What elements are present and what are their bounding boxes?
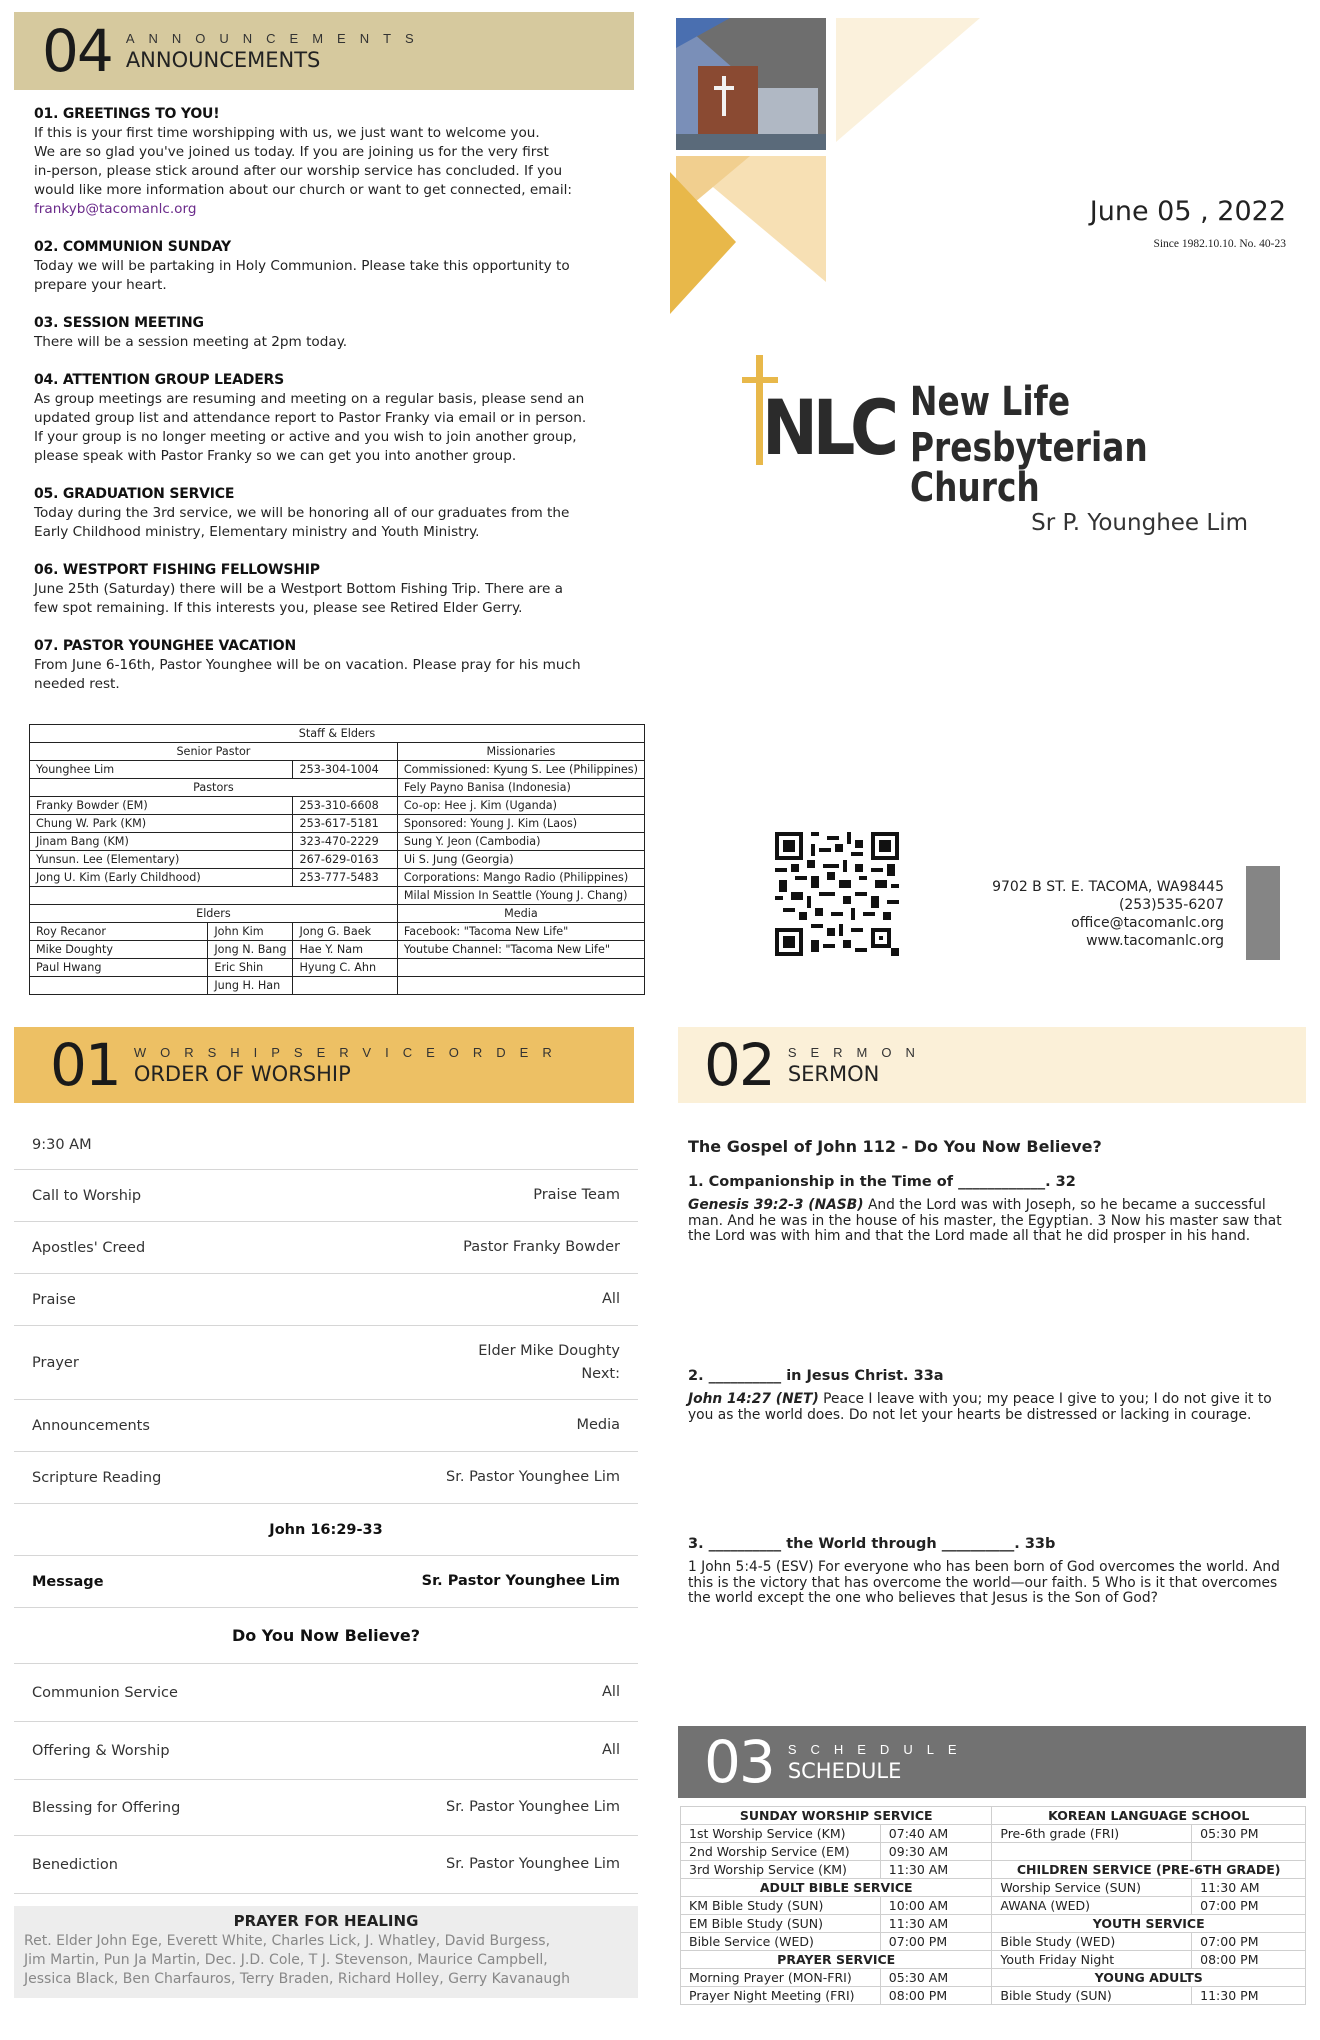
contact-email-link[interactable]: frankyb@tacomanlc.org (34, 201, 197, 217)
worship-leader: All (602, 1742, 620, 1758)
announcement-title: 05. GRADUATION SERVICE (34, 486, 235, 502)
schedule-event: AWANA (WED) (992, 1897, 1192, 1915)
worship-item: Scripture Reading (32, 1469, 162, 1486)
section-title: SERMON (787, 1061, 880, 1086)
schedule-group-header: YOUTH SERVICE (992, 1915, 1306, 1933)
elder-name: John Kim (208, 923, 293, 941)
worship-leader: Media (576, 1417, 620, 1433)
worship-leader: Praise Team (533, 1187, 620, 1203)
schedule-time: 07:00 PM (1192, 1933, 1306, 1951)
announcement-line: Today we will be partaking in Holy Communion. Please take this opportunity to (34, 258, 570, 274)
schedule-time: 08:00 PM (880, 1987, 992, 2005)
schedule-time: 11:30 PM (1192, 1987, 1306, 2005)
table-row (14, 1452, 638, 1504)
missionary-entry: Commissioned: Kyung S. Lee (Philippines) (397, 761, 644, 779)
worship-item: Benediction (32, 1856, 118, 1873)
schedule-group-header: SUNDAY WORSHIP SERVICE (681, 1807, 992, 1825)
table-section-header: Missionaries (397, 743, 644, 761)
media-entry: Youtube Channel: "Tacoma New Life" (397, 941, 644, 959)
worship-header (14, 1027, 634, 1103)
healing-line: Ret. Elder John Ege, Everett White, Charles Lick, J. Whatley, David Burgess, (24, 1933, 551, 1949)
staff-phone: 323-470-2229 (293, 833, 397, 851)
staff-name: Younghee Lim (30, 761, 293, 779)
schedule-event: Worship Service (SUN) (992, 1879, 1192, 1897)
table-row (30, 833, 645, 851)
staff-name: Franky Bowder (EM) (30, 797, 293, 815)
section-number: 01 (50, 1031, 120, 1099)
table-row (30, 905, 645, 923)
staff-phone: 253-310-6608 (293, 797, 397, 815)
table-row (30, 797, 645, 815)
announcement-title: 07. PASTOR YOUNGHEE VACATION (34, 638, 297, 654)
elder-name: Mike Doughty (30, 941, 208, 959)
schedule-time: 11:30 AM (880, 1915, 992, 1933)
table-row (681, 1933, 1306, 1951)
announcement-line: If your group is no longer meeting or active and you wish to join another group, (34, 429, 577, 445)
staff-phone: 253-304-1004 (293, 761, 397, 779)
church-name-line2: Presbyterian Church (910, 425, 1148, 511)
worship-item: Call to Worship (32, 1187, 142, 1204)
schedule-event (992, 1843, 1192, 1861)
worship-leader: All (602, 1291, 620, 1307)
point-heading: 2. __________ in Jesus Christ. 33a (688, 1368, 944, 1384)
schedule-event: Prayer Night Meeting (FRI) (681, 1987, 881, 2005)
media-entry: Facebook: "Tacoma New Life" (397, 923, 644, 941)
worship-item: Communion Service (32, 1684, 178, 1701)
schedule-group-header: CHILDREN SERVICE (PRE-6TH GRADE) (992, 1861, 1306, 1879)
since-issue-number: Since 1982.10.10. No. 40-23 (1153, 238, 1286, 250)
announcement-line: prepare your heart. (34, 277, 167, 293)
worship-leader: Sr. Pastor Younghee Lim (421, 1573, 620, 1589)
table-row (30, 851, 645, 869)
table-row (30, 869, 645, 887)
table-row (30, 761, 645, 779)
announcement-list (34, 105, 624, 694)
staff-phone: 253-777-5483 (293, 869, 397, 887)
elder-name: Jong N. Bang (208, 941, 293, 959)
healing-line: Jessica Black, Ben Charfauros, Terry Braden, Richard Holley, Gerry Kavanaugh (24, 1971, 571, 1987)
healing-names (14, 1932, 638, 1989)
section-spaced-label: SERMON (787, 1044, 929, 1060)
missionary-entry: Sponsored: Young J. Kim (Laos) (397, 815, 644, 833)
schedule-group-header: KOREAN LANGUAGE SCHOOL (992, 1807, 1306, 1825)
worship-item: Praise (32, 1291, 76, 1308)
worship-leader-line: Elder Mike Doughty (478, 1342, 620, 1359)
church-photo (676, 18, 826, 150)
table-row (681, 1987, 1306, 2005)
table-row (30, 779, 645, 797)
prayer-for-healing-box (14, 1906, 638, 1998)
announcement-line: Today during the 3rd service, we will be honoring all of our graduates from the (34, 505, 570, 521)
sermon-point (688, 1368, 1288, 1423)
table-row (30, 977, 645, 995)
verse-reference: John 14:27 (NET) (688, 1391, 819, 1407)
pale-triangle (836, 18, 980, 142)
schedule-event: Morning Prayer (MON-FRI) (681, 1969, 881, 1987)
staff-name: Yunsun. Lee (Elementary) (30, 851, 293, 869)
announcement-line: needed rest. (34, 676, 120, 692)
announcement-title: 02. COMMUNION SUNDAY (34, 239, 231, 255)
table-row (681, 1807, 1306, 1825)
point-heading: 1. Companionship in the Time of ____________. 32 (688, 1174, 1076, 1190)
schedule-event: 2nd Worship Service (EM) (681, 1843, 881, 1861)
elder-name (293, 977, 397, 995)
section-number: 03 (704, 1728, 774, 1796)
schedule-event: Bible Service (WED) (681, 1933, 881, 1951)
point-verse (688, 1392, 1288, 1423)
table-row (681, 1861, 1306, 1879)
announcement-line: June 25th (Saturday) there will be a Westport Bottom Fishing Trip. There are a (34, 581, 563, 597)
table-row (30, 941, 645, 959)
table-row (14, 1780, 638, 1836)
worship-leader-line: Next: (581, 1365, 620, 1382)
table-row (681, 1969, 1306, 1987)
schedule-group-header: ADULT BIBLE SERVICE (681, 1879, 992, 1897)
worship-item: Apostles' Creed (32, 1239, 146, 1256)
missionary-entry: Co-op: Hee j. Kim (Uganda) (397, 797, 644, 815)
announcement-line: please speak with Pastor Franky so we can get you into another group. (34, 448, 517, 464)
table-row (681, 1843, 1306, 1861)
announcement-title: 01. GREETINGS TO YOU! (34, 106, 220, 122)
table-section-header: Elders (30, 905, 398, 923)
church-phone[interactable]: (253)535-6207 (1118, 897, 1224, 913)
staff-name: Jong U. Kim (Early Childhood) (30, 869, 293, 887)
staff-name: Chung W. Park (KM) (30, 815, 293, 833)
healing-line: Jim Martin, Pun Ja Martin, Dec. J.D. Cole, T J. Stevenson, Maurice Campbell, (24, 1952, 548, 1968)
table-row (681, 1897, 1306, 1915)
section-title: ORDER OF WORSHIP (133, 1061, 351, 1086)
schedule-time: 07:40 AM (880, 1825, 992, 1843)
announcement-item (34, 371, 624, 466)
worship-item: Announcements (32, 1417, 150, 1434)
worship-leader: Sr. Pastor Younghee Lim (446, 1469, 620, 1485)
table-row (681, 1915, 1306, 1933)
schedule-time: 10:00 AM (880, 1897, 992, 1915)
schedule-time: 07:00 PM (1192, 1897, 1306, 1915)
table-row (14, 1556, 638, 1608)
table-row (681, 1951, 1306, 1969)
worship-leader (478, 1340, 620, 1386)
verse-text: And the Lord was with Joseph, so he became a successful man. And he was in the house of his master, the Egyptian. 3 Now his master saw that the Lord was with him and that the Lord made all that he did prosper in his hand. (688, 1197, 1282, 1244)
table-row (30, 923, 645, 941)
elder-name: Jung H. Han (208, 977, 293, 995)
announcement-line: If this is your first time worshipping with us, we just want to welcome you. (34, 125, 540, 141)
gray-accent-bar (1246, 866, 1280, 960)
worship-item: Offering & Worship (32, 1742, 170, 1759)
table-row (14, 1836, 638, 1894)
schedule-table (680, 1806, 1306, 2005)
table-row (14, 1400, 638, 1452)
announcement-line: in-person, please stick around after our worship service has concluded. If you (34, 163, 563, 179)
sermon-point (688, 1536, 1288, 1607)
staff-elders-table (29, 724, 645, 995)
qr-code-icon[interactable] (775, 832, 899, 956)
table-section-header: Senior Pastor (30, 743, 398, 761)
scripture-reference: John 16:29-33 (269, 1521, 383, 1538)
sermon-header (678, 1027, 1306, 1103)
table-row (681, 1879, 1306, 1897)
staff-phone: 267-629-0163 (293, 851, 397, 869)
elder-name: Roy Recanor (30, 923, 208, 941)
table-row (30, 887, 645, 905)
schedule-time: 07:00 PM (880, 1933, 992, 1951)
church-website-link[interactable]: www.tacomanlc.org (1086, 933, 1224, 949)
section-spaced-label: SCHEDULE (787, 1741, 971, 1757)
church-email-link[interactable]: office@tacomanlc.org (1071, 915, 1224, 931)
schedule-event: Bible Study (SUN) (992, 1987, 1192, 2005)
worship-leader: Sr. Pastor Younghee Lim (446, 1799, 620, 1815)
table-row (14, 1664, 638, 1722)
verse-reference: Genesis 39:2-3 (NASB) (688, 1197, 864, 1213)
schedule-event: 3rd Worship Service (KM) (681, 1861, 881, 1879)
schedule-time: 11:30 AM (1192, 1879, 1306, 1897)
senior-pastor-name: Sr P. Younghee Lim (1031, 510, 1248, 536)
table-row (30, 959, 645, 977)
church-name-line1: New Life (910, 379, 1071, 425)
announcement-line: We are so glad you've joined us today. If you are joining us for the very first (34, 144, 549, 160)
service-time: 9:30 AM (32, 1136, 92, 1153)
point-verse (688, 1560, 1288, 1607)
sermon-title-row (14, 1608, 638, 1664)
table-row (14, 1222, 638, 1274)
staff-name: Jinam Bang (KM) (30, 833, 293, 851)
elder-name: Hae Y. Nam (293, 941, 397, 959)
elder-name: Hyung C. Ahn (293, 959, 397, 977)
sermon-heading: The Gospel of John 112 - Do You Now Believe? (688, 1137, 1102, 1156)
announcement-title: 03. SESSION MEETING (34, 315, 204, 331)
schedule-event: Youth Friday Night (992, 1951, 1192, 1969)
service-time-row (14, 1120, 638, 1170)
section-title: SCHEDULE (787, 1758, 902, 1783)
table-section-header: Pastors (30, 779, 398, 797)
schedule-header (678, 1726, 1306, 1798)
missionary-entry: Sung Y. Jeon (Cambodia) (397, 833, 644, 851)
point-heading: 3. __________ the World through __________. 33b (688, 1536, 1056, 1552)
schedule-event: 1st Worship Service (KM) (681, 1825, 881, 1843)
announcement-item (34, 561, 624, 618)
schedule-group-header: YOUNG ADULTS (992, 1969, 1306, 1987)
missionary-entry: Fely Payno Banisa (Indonesia) (397, 779, 644, 797)
announcement-title: 04. ATTENTION GROUP LEADERS (34, 372, 285, 388)
announcement-item (34, 105, 624, 219)
contact-block (992, 878, 1224, 950)
worship-item: Prayer (32, 1354, 79, 1371)
worship-leader: All (602, 1684, 620, 1700)
announcement-line: Early Childhood ministry, Elementary ministry and Youth Ministry. (34, 524, 480, 540)
table-row (14, 1274, 638, 1326)
table-title: Staff & Elders (30, 725, 645, 743)
announcement-line: There will be a session meeting at 2pm today. (34, 334, 348, 350)
section-number: 02 (704, 1031, 774, 1099)
sermon-title: Do You Now Believe? (231, 1626, 421, 1645)
scripture-reference-row (14, 1504, 638, 1556)
announcement-line: As group meetings are resuming and meeting on a regular basis, please send an (34, 391, 585, 407)
schedule-time: 11:30 AM (880, 1861, 992, 1879)
schedule-time: 08:00 PM (1192, 1951, 1306, 1969)
verse-text: Peace I leave with you; my peace I give to you; I do not give it to you as the world does. Do not let your hearts be distressed or lacking in courage. (688, 1391, 1272, 1423)
cover-geometric-art (670, 18, 990, 318)
announcement-title: 06. WESTPORT FISHING FELLOWSHIP (34, 562, 320, 578)
missionary-entry: Ui S. Jung (Georgia) (397, 851, 644, 869)
schedule-event: Pre-6th grade (FRI) (992, 1825, 1192, 1843)
schedule-time: 09:30 AM (880, 1843, 992, 1861)
worship-leader: Sr. Pastor Younghee Lim (446, 1856, 620, 1872)
schedule-event: Bible Study (WED) (992, 1933, 1192, 1951)
schedule-time (1192, 1843, 1306, 1861)
section-spaced-label: ANNOUNCEMENTS (125, 30, 428, 46)
announcements-header (14, 12, 634, 90)
announcement-item (34, 485, 624, 542)
schedule-time: 05:30 AM (880, 1969, 992, 1987)
table-row (30, 815, 645, 833)
schedule-time: 05:30 PM (1192, 1825, 1306, 1843)
announcement-item (34, 238, 624, 295)
announcement-line: few spot remaining. If this interests you, please see Retired Elder Gerry. (34, 600, 523, 616)
elder-name: Eric Shin (208, 959, 293, 977)
verse-text: 1 John 5:4-5 (ESV) For everyone who has been born of God overcomes the world. And this is the victory that has overcome the world—our faith. 5 Who is it that overcomes the world except the one who believes that Jesus is the Son of God? (688, 1559, 1280, 1606)
table-row (14, 1170, 638, 1222)
section-title: ANNOUNCEMENTS (125, 47, 321, 72)
announcement-line: updated group list and attendance report to Pastor Franky via email or in person. (34, 410, 587, 426)
schedule-event: EM Bible Study (SUN) (681, 1915, 881, 1933)
elder-name: Jong G. Baek (293, 923, 397, 941)
table-row (14, 1326, 638, 1400)
missionary-entry: Milal Mission In Seattle (Young J. Chang) (397, 887, 644, 905)
announcement-line: From June 6-16th, Pastor Younghee will be on vacation. Please pray for his much (34, 657, 581, 673)
announcement-item (34, 637, 624, 694)
schedule-group-header: PRAYER SERVICE (681, 1951, 992, 1969)
worship-item: Message (32, 1573, 104, 1590)
announcement-line: would like more information about our church or want to get connected, email: (34, 182, 572, 198)
point-verse (688, 1198, 1288, 1245)
healing-title: PRAYER FOR HEALING (233, 1912, 419, 1930)
section-number: 04 (42, 17, 112, 85)
schedule-event: KM Bible Study (SUN) (681, 1897, 881, 1915)
elder-name (30, 977, 208, 995)
worship-item: Blessing for Offering (32, 1799, 181, 1816)
section-spaced-label: WORSHIPSERVICEORDER (133, 1044, 566, 1060)
table-section-header: Media (397, 905, 644, 923)
sermon-point (688, 1174, 1288, 1245)
table-row (681, 1825, 1306, 1843)
logo-letters: NLC (762, 383, 894, 472)
announcement-item (34, 314, 624, 352)
staff-phone: 253-617-5181 (293, 815, 397, 833)
worship-leader: Pastor Franky Bowder (463, 1239, 620, 1255)
table-row (14, 1722, 638, 1780)
missionary-entry: Corporations: Mango Radio (Philippines) (397, 869, 644, 887)
elder-name: Paul Hwang (30, 959, 208, 977)
church-address: 9702 B ST. E. TACOMA, WA98445 (992, 879, 1224, 895)
bulletin-date: June 05 , 2022 (1089, 196, 1286, 227)
